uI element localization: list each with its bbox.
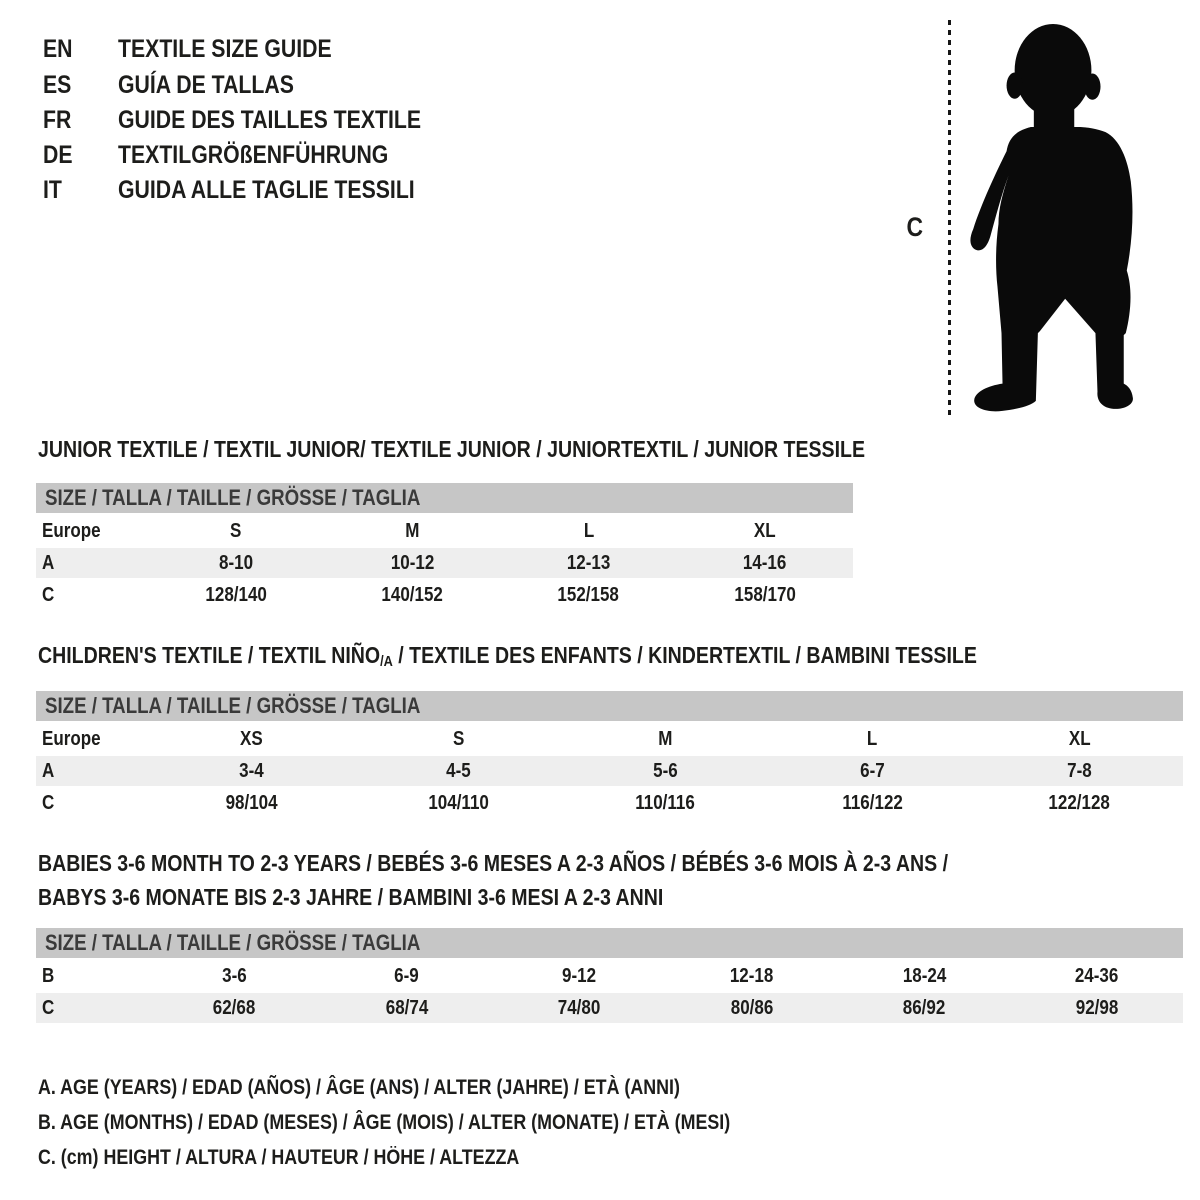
babies-height-value: 74/80 <box>557 997 601 1019</box>
lang-code-de: DE <box>43 141 73 169</box>
junior-height-value: 140/152 <box>381 584 444 606</box>
junior-age-row <box>36 548 853 578</box>
children-size-xl: XL <box>1068 728 1091 750</box>
children-age-value: 4-5 <box>446 760 471 782</box>
babies-section-title-line2: BABYS 3-6 MONATE BIS 2-3 JAHRE / BAMBINI 3-6 MESI A 2-3 ANNI <box>38 884 664 910</box>
junior-size-s: S <box>230 520 242 542</box>
children-size-s: S <box>452 728 465 750</box>
children-title-subscript: /A <box>380 653 393 670</box>
children-age-value: 7-8 <box>1067 760 1092 782</box>
lang-code-fr: FR <box>43 106 72 134</box>
toddler-neck <box>1034 101 1074 131</box>
babies-months-row <box>36 961 1183 991</box>
children-age-row-label: A <box>42 760 55 782</box>
children-region-label: Europe <box>42 728 101 750</box>
children-size-bar: SIZE / TALLA / TAILLE / GRÖSSE / TAGLIA <box>36 691 1183 721</box>
babies-height-row <box>36 993 1183 1023</box>
children-height-value: 98/104 <box>225 792 278 814</box>
junior-size-l: L <box>583 520 594 542</box>
junior-height-value: 158/170 <box>734 584 796 606</box>
lang-title-fr: GUIDE DES TAILLES TEXTILE <box>118 106 422 134</box>
junior-age-value: 8-10 <box>219 552 254 574</box>
babies-months-value: 18-24 <box>902 965 946 987</box>
children-height-value: 110/116 <box>635 792 696 814</box>
children-size-l: L <box>867 728 878 750</box>
lang-title-de: TEXTILGRÖßENFÜHRUNG <box>118 141 389 169</box>
junior-header-row <box>36 516 853 546</box>
lang-title-en: TEXTILE SIZE GUIDE <box>118 35 332 63</box>
babies-height-value: 86/92 <box>902 997 946 1019</box>
babies-height-value: 62/68 <box>212 997 256 1019</box>
lang-code-es: ES <box>43 71 72 99</box>
babies-height-value: 80/86 <box>730 997 774 1019</box>
junior-height-value: 128/140 <box>205 584 267 606</box>
junior-size-bar: SIZE / TALLA / TAILLE / GRÖSSE / TAGLIA <box>36 483 853 513</box>
junior-height-row-label: C <box>42 584 55 606</box>
children-height-row-label: C <box>42 792 55 814</box>
babies-size-bar: SIZE / TALLA / TAILLE / GRÖSSE / TAGLIA <box>36 928 1183 958</box>
children-size-m: M <box>658 728 673 750</box>
children-height-value: 104/110 <box>428 792 489 814</box>
babies-months-value: 3-6 <box>221 965 247 987</box>
babies-months-value: 6-9 <box>394 965 420 987</box>
children-age-row <box>36 756 1183 786</box>
junior-size-m: M <box>405 520 420 542</box>
toddler-left-ear <box>1007 73 1023 99</box>
junior-size-xl: XL <box>754 520 776 542</box>
junior-age-row-label: A <box>42 552 55 574</box>
junior-age-value: 10-12 <box>390 552 435 574</box>
children-section-title: CHILDREN'S TEXTILE / TEXTIL $NIÑO_{/A}$ / TEXTILE DES ENFANTS / KINDERTEXTIL / BAMBINI TESSILE <box>38 642 977 670</box>
babies-months-value: 9-12 <box>562 965 597 987</box>
children-age-value: 3-4 <box>239 760 264 782</box>
children-age-value: 5-6 <box>653 760 678 782</box>
height-measure-label: C <box>906 212 924 242</box>
babies-height-value: 68/74 <box>385 997 429 1019</box>
babies-height-value: 92/98 <box>1075 997 1119 1019</box>
children-height-value: 122/128 <box>1048 792 1111 814</box>
toddler-body <box>970 127 1133 411</box>
babies-months-value: 24-36 <box>1075 965 1119 987</box>
toddler-right-ear <box>1084 74 1100 100</box>
toddler-silhouette <box>962 22 1138 418</box>
babies-height-row-label: C <box>42 997 55 1019</box>
junior-section-title: JUNIOR TEXTILE / TEXTIL JUNIOR/ TEXTILE JUNIOR / JUNIORTEXTIL / JUNIOR TESSILE <box>38 436 866 462</box>
lang-code-it: IT <box>43 176 62 204</box>
babies-months-value: 12-18 <box>730 965 774 987</box>
lang-title-es: GUÍA DE TALLAS <box>118 71 294 99</box>
children-header-row <box>36 724 1183 754</box>
babies-section-title-line1: BABIES 3-6 MONTH TO 2-3 YEARS / BEBÉS 3-6 MESES A 2-3 AÑOS / BÉBÉS 3-6 MOIS À 2-3 ANS / <box>38 850 949 876</box>
children-age-value: 6-7 <box>860 760 885 782</box>
footnote-age-months: B. AGE (MONTHS) / EDAD (MESES) / ÂGE (MOIS) / ALTER (MONATE) / ETÀ (MESI) <box>38 1111 731 1134</box>
babies-months-row-label: B <box>42 965 55 987</box>
junior-age-value: 14-16 <box>743 552 787 574</box>
lang-code-en: EN <box>43 35 73 63</box>
junior-age-value: 12-13 <box>566 552 611 574</box>
footnote-age-years: A. AGE (YEARS) / EDAD (AÑOS) / ÂGE (ANS) / ALTER (JAHRE) / ETÀ (ANNI) <box>38 1076 680 1099</box>
height-measure-dashed-line <box>948 20 951 416</box>
junior-height-row <box>36 580 853 610</box>
children-size-xs: XS <box>240 728 263 750</box>
children-height-value: 116/122 <box>842 792 903 814</box>
junior-region-label: Europe <box>42 520 101 542</box>
lang-title-it: GUIDA ALLE TAGLIE TESSILI <box>118 176 415 204</box>
footnote-height-cm: C. (cm) HEIGHT / ALTURA / HAUTEUR / HÖHE / ALTEZZA <box>38 1146 520 1169</box>
children-height-row <box>36 788 1183 818</box>
junior-height-value: 152/158 <box>557 584 620 606</box>
